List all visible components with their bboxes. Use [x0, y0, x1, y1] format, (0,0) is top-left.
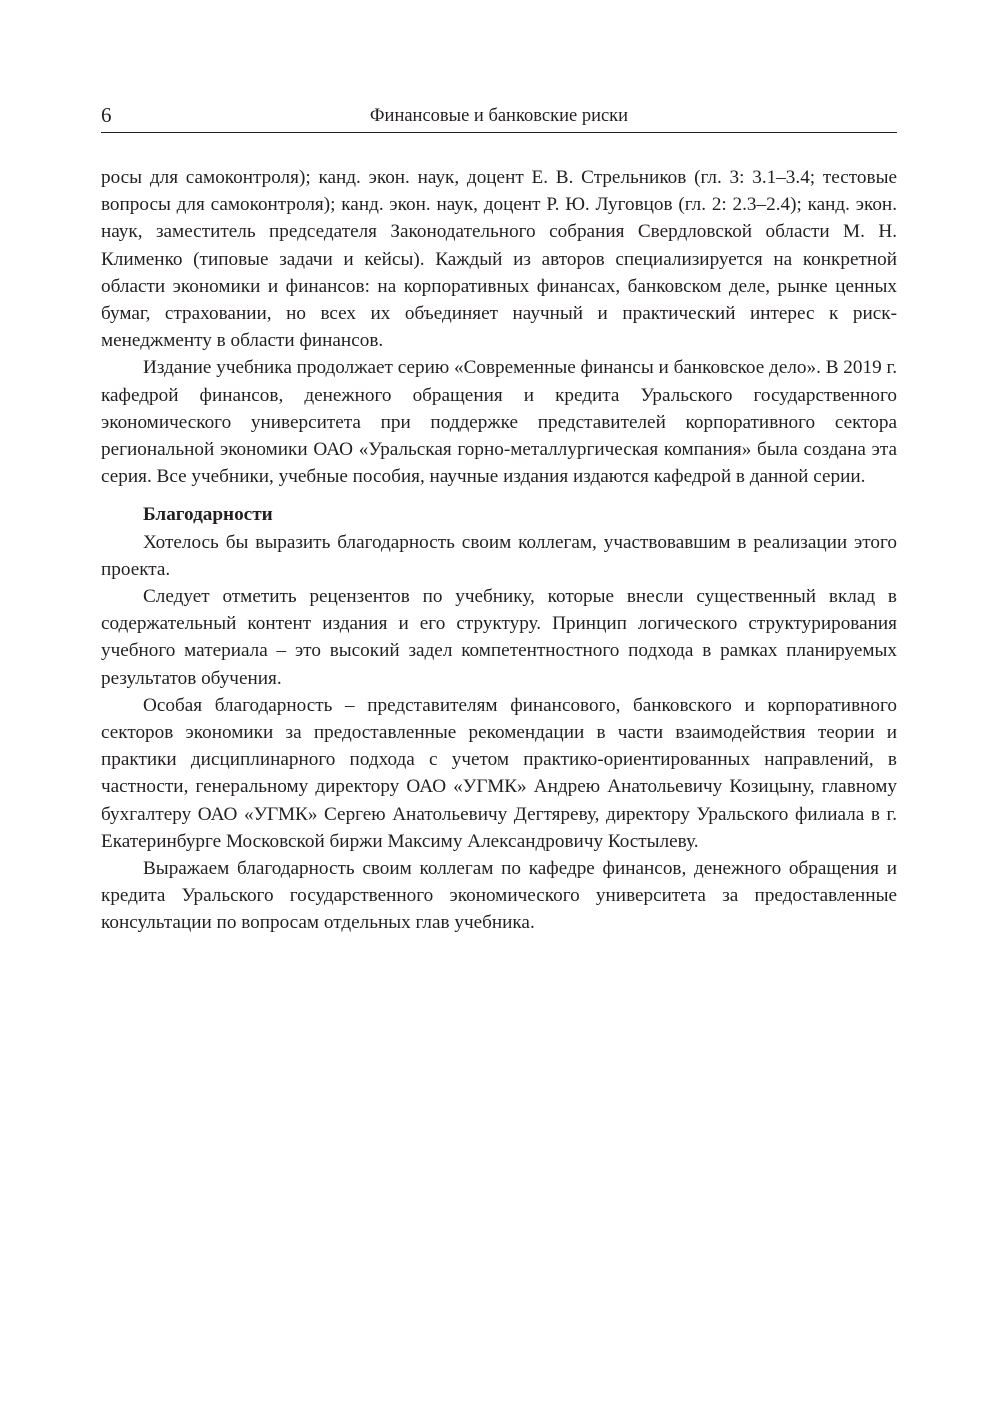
running-header: [101, 100, 897, 133]
page-number: 6: [101, 103, 112, 127]
paragraph: Особая благодарность – представителям финансового, банковского и корпоративного секторов экономики за предоставленные рекомендации в части взаимодействия теории и практики дисциплинарного подхода с учетом практико-ориентированных направлений, в частности, генеральному директору ОАО «УГМК» Андрею Анатольевичу Козицыну, главному бухгалтеру ОАО «УГМК» Сергею Анатольевичу Дегтяреву, директору Уральского филиала в г. Екатеринбурге Московской биржи Максиму Александровичу Костылеву.: [101, 694, 897, 852]
running-title: Финансовые и банковские риски: [369, 106, 629, 126]
paragraph: Хотелось бы выразить благодарность своим коллегам, участвовавшим в реализации этого проекта.: [101, 531, 897, 580]
paragraph: Выражаем благодарность своим коллегам по кафедре финансов, денежного обращения и кредита Уральского государственного экономического университета за предоставленные консультации по вопросам отдельных глав учебника.: [101, 858, 897, 934]
body-text: [101, 164, 897, 937]
section-heading: Благодарности: [143, 504, 273, 526]
paragraph-series: Издание учебника продолжает серию «Современные финансы и банковское дело». В 2019 г. кафедрой финансов, денежного обращения и кредита Уральского государственного экономического университета при поддержке представителей корпоративного сектора региональной экономики ОАО «Уральская горно-металлургическая компания» была создана эта серия. Все учебники, учебные пособия, научные издания издаются кафедрой в данной серии.: [101, 357, 897, 488]
paragraph: Следует отметить рецензентов по учебнику, которые внесли существенный вклад в содержательный контент издания и его структуру. Принцип логического структурирования учебного материала – это высокий задел компетентностного подхода в рамках планируемых результатов обучения.: [101, 586, 897, 689]
paragraph-continuation: росы для самоконтроля); канд. экон. наук, доцент Е. В. Стрельников (гл. 3: 3.1–3.4; тестовые вопросы для самоконтроля); канд. экон. наук, доцент Р. Ю. Луговцов (гл. 2: 2.3–2.4); канд. экон. наук, заместитель председателя Законодательного собрания Свердловской области М. Н. Клименко (типовые задачи и кейсы). Каждый из авторов специализируется на конкретной области экономики и финансов: на корпоративных финансах, банковском деле, рынке ценных бумаг, страховании, но всех их объединяет научный и практический интерес к риск-менеджменту в области финансов.: [101, 167, 897, 352]
